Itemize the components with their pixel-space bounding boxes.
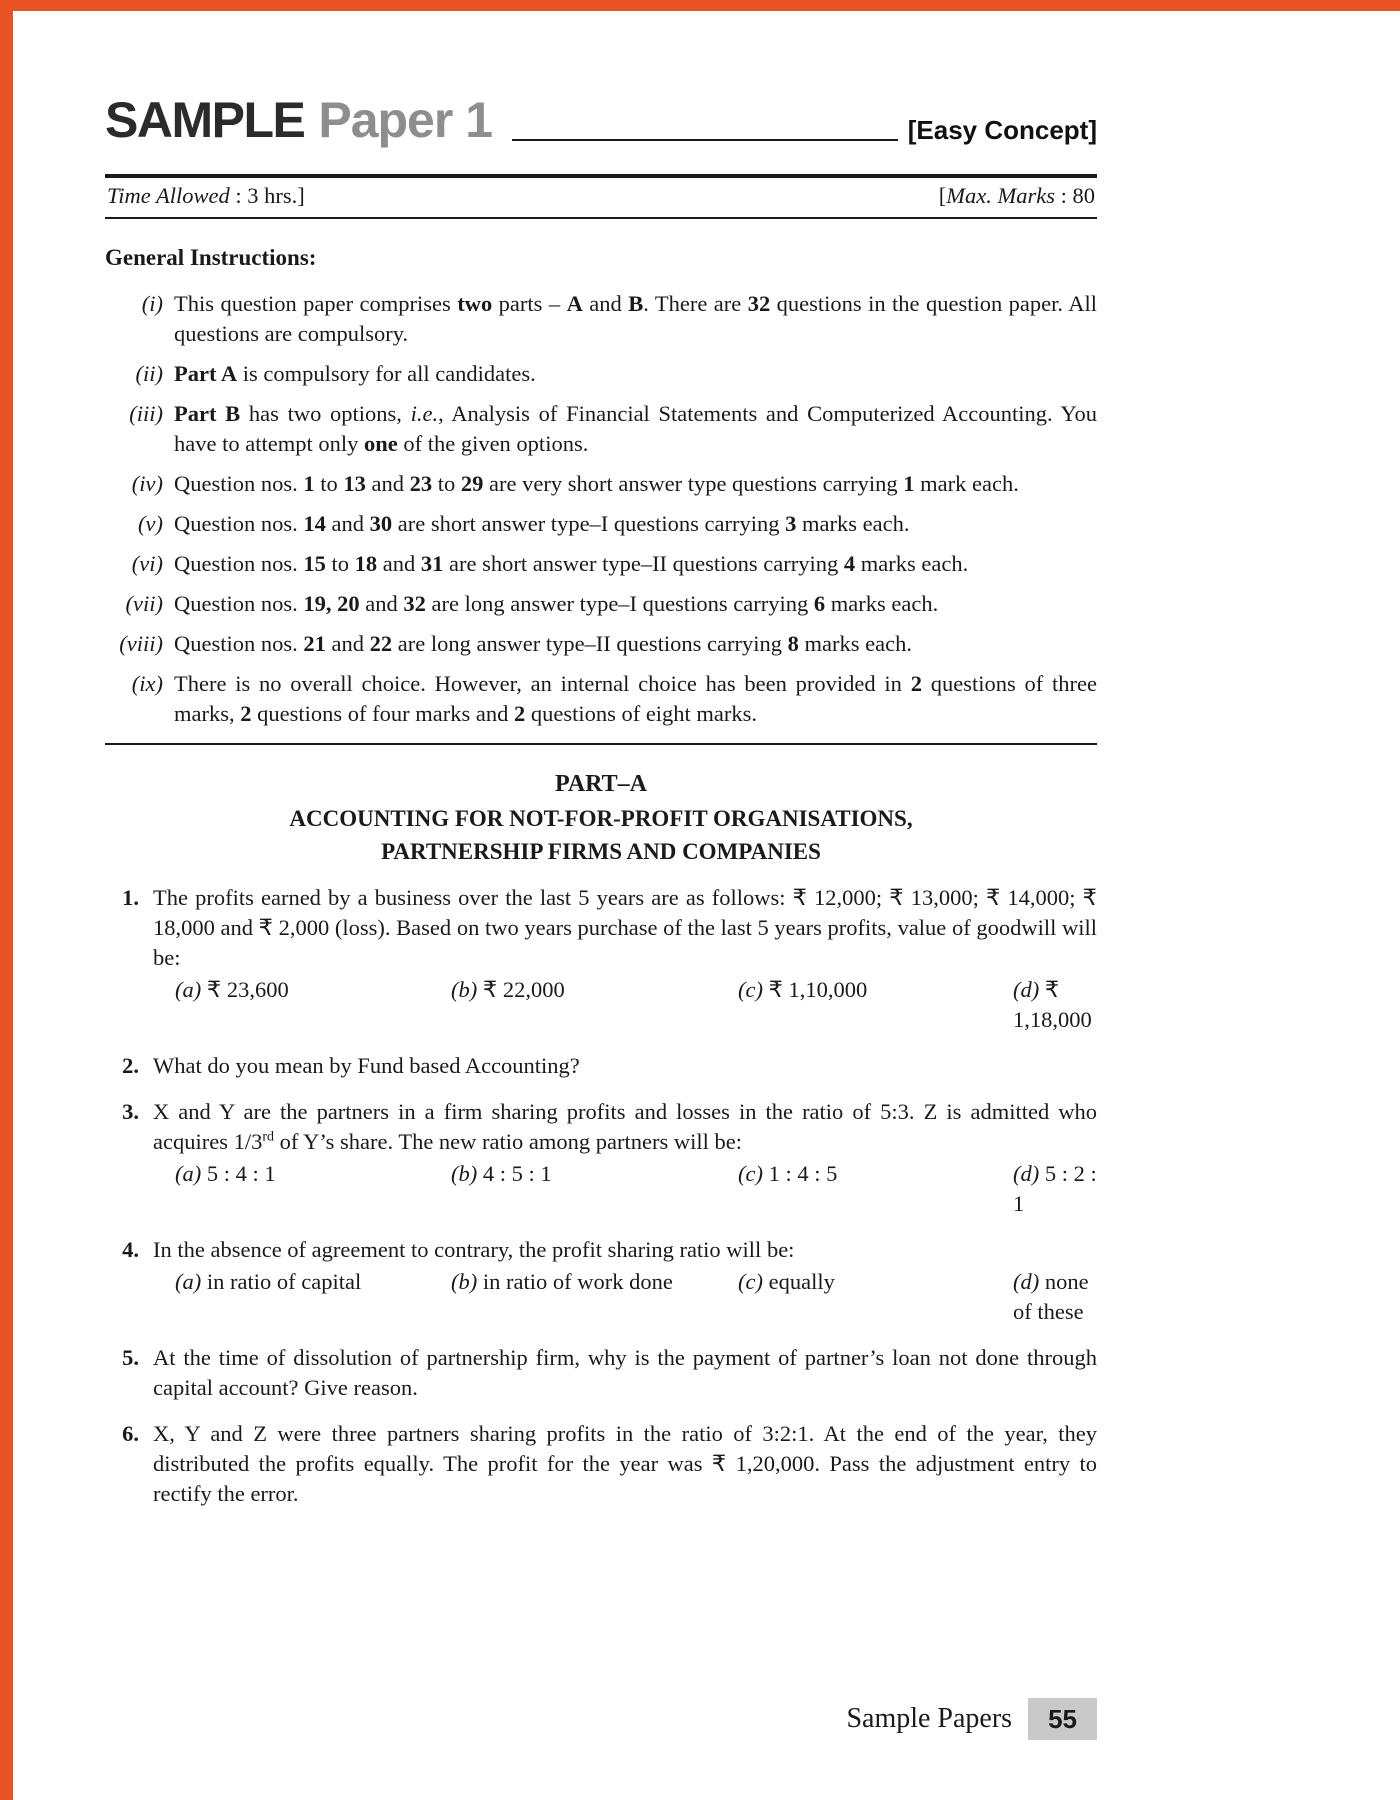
paper-header bbox=[105, 94, 1097, 146]
question-6 bbox=[105, 1419, 1097, 1509]
title-underline bbox=[512, 139, 898, 141]
option-d: (d) 5 : 2 : 1 bbox=[1013, 1161, 1097, 1216]
question-number: 6. bbox=[122, 1421, 139, 1446]
part-a-subtitle-line2: PARTNERSHIP FIRMS AND COMPANIES bbox=[381, 839, 821, 864]
instruction-item-vii bbox=[105, 589, 1097, 619]
question-text: In the absence of agreement to contrary, the profit sharing ratio will be: bbox=[153, 1237, 795, 1262]
general-instructions-heading: General Instructions: bbox=[105, 245, 317, 270]
question-number: 4. bbox=[122, 1237, 139, 1262]
instruction-item-v bbox=[105, 509, 1097, 539]
part-a-subtitle-line1: ACCOUNTING FOR NOT-FOR-PROFIT ORGANISATIONS, bbox=[289, 806, 913, 831]
instruction-text: Question nos. 14 and 30 are short answer type–I questions carrying 3 marks each. bbox=[174, 511, 910, 536]
option-b: (b) ₹ 22,000 bbox=[451, 977, 565, 1002]
option-b: (b) 4 : 5 : 1 bbox=[451, 1161, 552, 1186]
question-text: What do you mean by Fund based Accounting? bbox=[153, 1053, 580, 1078]
question-1 bbox=[105, 883, 1097, 1035]
question-3 bbox=[105, 1097, 1097, 1219]
easy-concept-tag: [Easy Concept] bbox=[907, 115, 1097, 145]
instruction-number: (i) bbox=[141, 291, 163, 316]
question-text: At the time of dissolution of partnership firm, why is the payment of partner’s loan not done through capital account? Give reason. bbox=[153, 1345, 1097, 1400]
instruction-number: (v) bbox=[138, 511, 163, 536]
options-row bbox=[153, 1159, 1097, 1219]
instruction-item-vi bbox=[105, 549, 1097, 579]
instruction-item-i bbox=[105, 289, 1097, 349]
question-text: X and Y are the partners in a firm sharing profits and losses in the ratio of 5:3. Z is admitted who acquires 1/3rd of Y’s share. The new ratio among partners will be: bbox=[153, 1099, 1097, 1154]
question-text: The profits earned by a business over the last 5 years are as follows: ₹ 12,000; ₹ 13,000; ₹ 14,000; ₹ 18,000 and ₹ 2,000 (loss). Based on two years purchase of the last 5 years profits, value of goodwill will be: bbox=[153, 885, 1097, 970]
instruction-item-ix bbox=[105, 669, 1097, 729]
instruction-number: (vi) bbox=[131, 551, 163, 576]
instruction-text: There is no overall choice. However, an internal choice has been provided in 2 questions of three marks, 2 questions of four marks and 2 questions of eight marks. bbox=[174, 671, 1097, 726]
instruction-text: Question nos. 1 to 13 and 23 to 29 are very short answer type questions carrying 1 mark each. bbox=[174, 471, 1019, 496]
question-number: 2. bbox=[122, 1053, 139, 1078]
instruction-item-ii bbox=[105, 359, 1097, 389]
part-a-heading: PART–A bbox=[554, 771, 648, 797]
instruction-text: This question paper comprises two parts – A and B. There are 32 questions in the question paper. All questions are compulsory. bbox=[174, 291, 1097, 346]
option-a: (a) in ratio of capital bbox=[175, 1269, 362, 1294]
page-title-sample: SAMPLE bbox=[105, 92, 305, 148]
exam-meta-row bbox=[105, 178, 1097, 217]
question-number: 3. bbox=[122, 1099, 139, 1124]
instruction-text: Question nos. 15 to 18 and 31 are short answer type–II questions carrying 4 marks each. bbox=[174, 551, 969, 576]
question-4 bbox=[105, 1235, 1097, 1327]
option-c: (c) ₹ 1,10,000 bbox=[738, 977, 868, 1002]
instruction-number: (iv) bbox=[131, 471, 163, 496]
document-page bbox=[105, 0, 1097, 1509]
question-2 bbox=[105, 1051, 1097, 1081]
options-row bbox=[153, 975, 1097, 1035]
page-number-badge: 55 bbox=[1028, 1698, 1097, 1740]
question-list bbox=[105, 883, 1097, 1509]
option-a: (a) 5 : 4 : 1 bbox=[175, 1161, 276, 1186]
page-footer bbox=[105, 1698, 1097, 1740]
page-title-paper-number: Paper 1 bbox=[318, 92, 493, 148]
instruction-number: (ix) bbox=[131, 671, 163, 696]
instruction-number: (ii) bbox=[135, 361, 163, 386]
question-number: 1. bbox=[122, 885, 139, 910]
instructions-list bbox=[105, 289, 1097, 729]
option-c: (c) 1 : 4 : 5 bbox=[738, 1161, 838, 1186]
option-d: (d) none of these bbox=[1013, 1269, 1089, 1324]
question-text: X, Y and Z were three partners sharing profits in the ratio of 3:2:1. At the end of the year, they distributed the profits equally. The profit for the year was ₹ 1,20,000. Pass the adjustment entry to rectify the error. bbox=[153, 1421, 1097, 1506]
instruction-text: Question nos. 19, 20 and 32 are long answer type–I questions carrying 6 marks each. bbox=[174, 591, 939, 616]
instruction-item-viii bbox=[105, 629, 1097, 659]
page-left-border bbox=[0, 0, 13, 1800]
instruction-number: (iii) bbox=[129, 401, 163, 426]
option-d: (d) ₹ 1,18,000 bbox=[1013, 977, 1092, 1032]
instruction-item-iii bbox=[105, 399, 1097, 459]
question-number: 5. bbox=[122, 1345, 139, 1370]
instruction-number: (vii) bbox=[125, 591, 163, 616]
question-5 bbox=[105, 1343, 1097, 1403]
options-row bbox=[153, 1267, 1097, 1327]
max-marks-text: [Max. Marks : 80 bbox=[938, 183, 1095, 208]
option-c: (c) equally bbox=[738, 1269, 835, 1294]
time-allowed-text: Time Allowed : 3 hrs.] bbox=[107, 183, 305, 208]
instruction-text: Question nos. 21 and 22 are long answer type–II questions carrying 8 marks each. bbox=[174, 631, 912, 656]
instruction-text: Part A is compulsory for all candidates. bbox=[174, 361, 536, 386]
horizontal-rule-meta bbox=[105, 217, 1097, 219]
horizontal-rule-instructions-bottom bbox=[105, 743, 1097, 745]
instruction-item-iv bbox=[105, 469, 1097, 499]
option-a: (a) ₹ 23,600 bbox=[175, 977, 289, 1002]
instruction-number: (viii) bbox=[119, 631, 163, 656]
instruction-text: Part B has two options, i.e., Analysis of Financial Statements and Computerized Accounting. You have to attempt only one of the given options. bbox=[174, 401, 1097, 456]
option-b: (b) in ratio of work done bbox=[451, 1269, 673, 1294]
footer-label: Sample Papers bbox=[846, 1703, 1013, 1734]
